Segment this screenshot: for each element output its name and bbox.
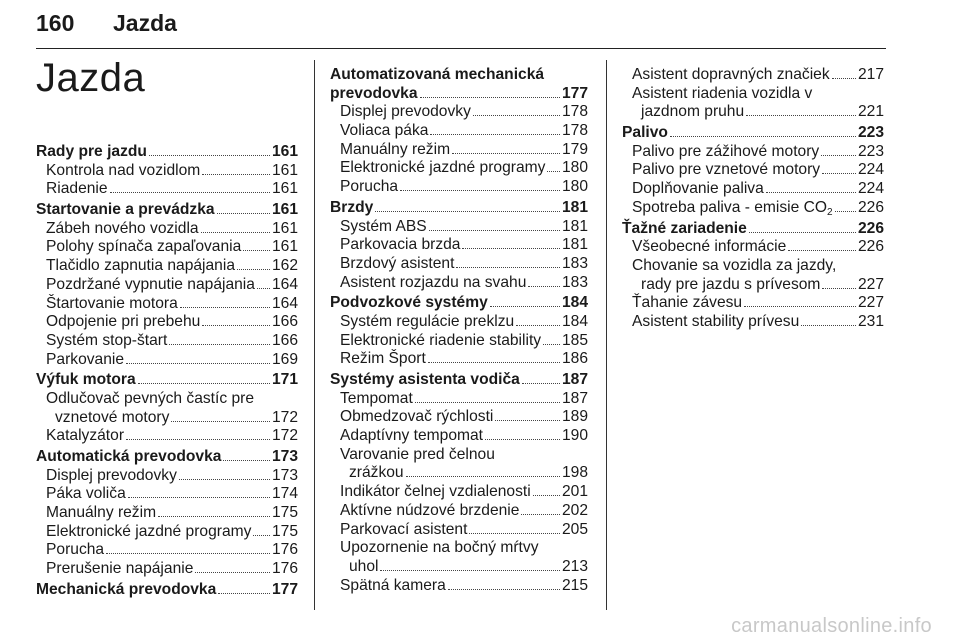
toc-entry-line[interactable]: Asistent riadenia vozidla v [632,84,813,102]
toc-entry[interactable]: Asistent rozjazdu na svahu 183 [340,273,588,291]
toc-entry[interactable]: Všeobecné informácie 226 [632,238,884,256]
toc-entry-line[interactable]: Chovanie sa vozidla za jazdy, [632,256,837,274]
toc-entry[interactable]: Palivo pre vznetové motory 224 [632,161,884,179]
page-header [36,8,886,49]
toc-entry[interactable]: Voliaca páka 178 [340,122,588,140]
toc-entry[interactable]: Systém ABS 181 [340,217,588,235]
toc-section[interactable]: Rady pre jazdu 161 [36,143,298,160]
toc-entry[interactable]: Elektronické jazdné programy 180 [340,159,588,177]
running-title: Jazda [113,10,177,36]
toc-entry[interactable]: vznetové motory 172 [55,408,298,426]
toc-entry[interactable]: Parkovací asistent 205 [340,520,588,538]
toc-entry[interactable]: Štartovanie motora 164 [46,294,298,312]
toc-entry[interactable]: Porucha 180 [340,178,588,196]
toc-entry[interactable]: Ťahanie závesu 227 [632,294,884,312]
toc-entry[interactable]: Polohy spínača zapaľovania 161 [46,238,298,256]
toc-entry[interactable]: Tempomat 187 [340,389,588,407]
toc-section[interactable]: Brzdy 181 [330,198,588,216]
toc-entry[interactable]: Parkovanie 169 [46,350,298,368]
toc-entry-line[interactable]: Varovanie pred čelnou [340,445,495,463]
toc-entry[interactable]: Porucha 176 [46,541,298,559]
toc-column-2 [330,66,588,595]
toc-entry[interactable]: Asistent stability prívesu 231 [632,312,884,330]
toc-entry[interactable]: Indikátor čelnej vzdialenosti 201 [340,483,588,501]
toc-entry[interactable]: Systém regulácie preklzu 184 [340,312,588,330]
toc-entry[interactable]: Katalyzátor 172 [46,427,298,445]
toc-section[interactable]: Palivo 223 [622,124,884,142]
toc-entry[interactable]: Systém stop-štart 166 [46,331,298,349]
toc-entry[interactable]: Režim Šport 186 [340,350,588,368]
toc-section[interactable]: Výfuk motora 171 [36,371,298,389]
toc-entry[interactable]: Tlačidlo zapnutia napájania 162 [46,257,298,275]
toc-entry[interactable]: Asistent dopravných značiek 217 [632,66,884,83]
toc-entry[interactable]: jazdnom pruhu 221 [641,103,884,121]
toc-entry-line[interactable]: Upozornenie na bočný mŕtvy [340,539,539,557]
toc-entry[interactable]: Prerušenie napájanie 176 [46,560,298,578]
toc-section[interactable]: Ťažné zariadenie 226 [622,219,884,237]
toc-entry[interactable]: uhol 213 [349,557,588,575]
toc-entry[interactable]: Displej prevodovky 173 [46,466,298,484]
toc-entry[interactable]: Displej prevodovky 178 [340,103,588,121]
toc-section[interactable]: Automatická prevodovka 173 [36,448,298,465]
toc-entry[interactable]: Doplňovanie paliva 224 [632,180,884,198]
column-divider [314,60,315,610]
toc-entry[interactable]: Spotreba paliva - emisie $CO_2$ 226 [632,198,884,218]
toc-entry[interactable]: Páka voliča 174 [46,485,298,503]
toc-column-1 [36,143,298,600]
toc-entry[interactable]: Obmedzovač rýchlosti 189 [340,408,588,426]
toc-entry[interactable]: rady pre jazdu s prívesom 227 [641,275,884,293]
toc-entry[interactable]: zrážkou 198 [349,464,588,482]
toc-entry[interactable]: Adaptívny tempomat 190 [340,427,588,445]
toc-column-3 [622,66,884,332]
watermark: carmanualsonline.info [731,615,932,637]
toc-entry[interactable]: Zábeh nového vozidla 161 [46,219,298,237]
toc-entry[interactable]: Elektronické jazdné programy 175 [46,522,298,540]
toc-section[interactable]: Systémy asistenta vodiča 187 [330,371,588,388]
toc-section[interactable]: Mechanická prevodovka 177 [36,580,298,598]
toc-entry[interactable]: Manuálny režim 179 [340,140,588,158]
toc-entry[interactable]: Aktívne núdzové brzdenie 202 [340,501,588,519]
chapter-title: Jazda [36,56,146,100]
toc-entry[interactable]: Elektronické riadenie stability 185 [340,331,588,349]
column-divider [606,60,607,610]
toc-entry[interactable]: Manuálny režim 175 [46,504,298,522]
toc-entry[interactable]: Spätná kamera 215 [340,576,588,594]
toc-entry-line[interactable]: Odlučovač pevných častíc pre [46,389,255,407]
toc-section[interactable]: Podvozkové systémy 184 [330,294,588,312]
toc-entry[interactable]: Odpojenie pri prebehu 166 [46,313,298,331]
toc-section-line[interactable]: Automatizovaná mechanická [330,66,545,83]
toc-entry[interactable]: Riadenie 161 [46,180,298,198]
toc-entry[interactable]: Pozdržané vypnutie napájania 164 [46,275,298,293]
toc-entry[interactable]: Palivo pre zážihové motory 223 [632,142,884,160]
toc-entry[interactable]: Brzdový asistent 183 [340,254,588,272]
toc-entry[interactable]: Kontrola nad vozidlom 161 [46,161,298,179]
page-number: 160 [36,10,75,36]
toc-section[interactable]: prevodovka 177 [330,84,588,102]
toc-entry[interactable]: Parkovacia brzda 181 [340,236,588,254]
toc-section[interactable]: Startovanie a prevádzka 161 [36,201,298,219]
